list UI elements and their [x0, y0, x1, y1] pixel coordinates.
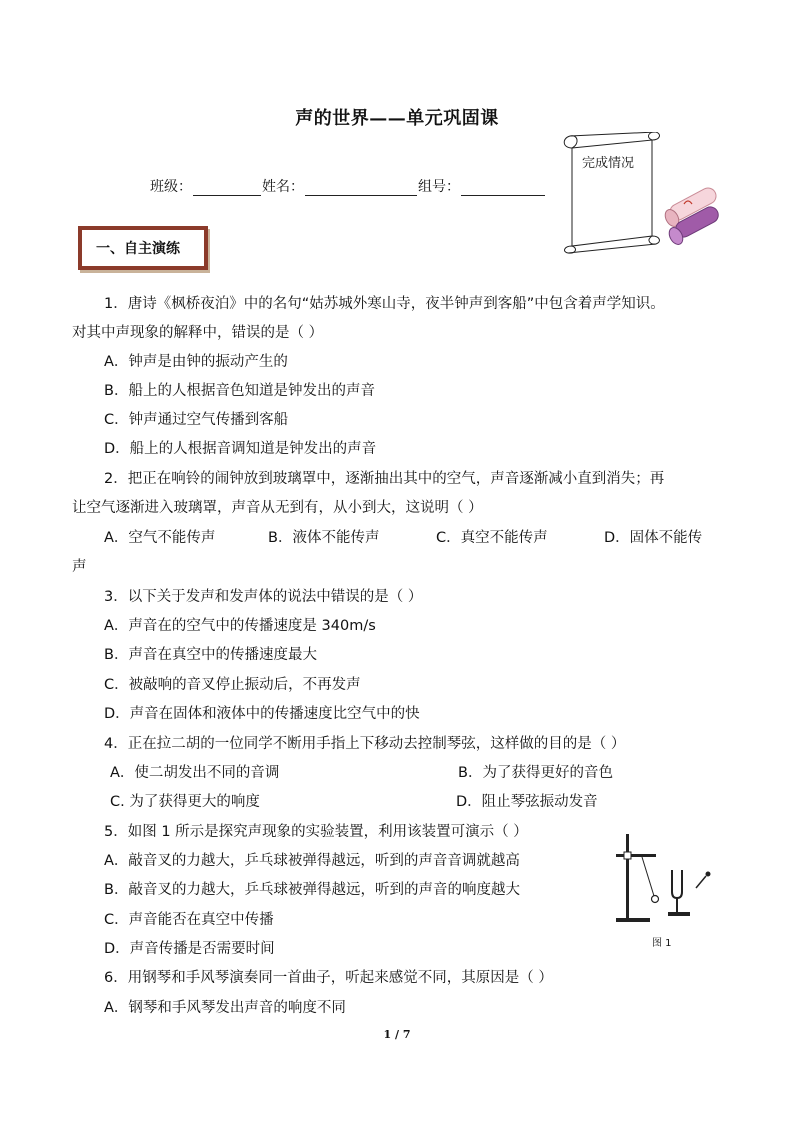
section-heading-box — [78, 226, 208, 270]
completion-status-label: 完成情况 — [582, 156, 635, 171]
question-2-option-a: A．空气不能传声 — [104, 530, 216, 546]
figure-caption: 图 1 — [652, 938, 672, 949]
question-6-line-1: 6．用钢琴和手风琴演奏同一首曲子，听起来感觉不同，其原因是（ ） — [104, 970, 553, 986]
question-4-option-d: D．阻止琴弦振动发音 — [456, 794, 598, 810]
question-3-option-b: B．声音在真空中的传播速度最大 — [104, 647, 317, 663]
question-3-option-c: C．被敲响的音叉停止振动后，不再发声 — [104, 677, 361, 693]
question-2-line-2: 让空气逐渐进入玻璃罩，声音从无到有，从小到大，这说明（ ） — [72, 500, 483, 516]
question-1-line-1: 1．唐诗《枫桥夜泊》中的名句“姑苏城外寒山寺，夜半钟声到客船”中包含着声学知识。 — [104, 296, 665, 312]
question-5-option-a: A．敲音叉的力越大，乒乓球被弹得越远，听到的声音音调就越高 — [104, 853, 520, 869]
scroll-icon — [556, 132, 726, 254]
question-1-line-2: 对其中声现象的解释中，错误的是（ ） — [72, 325, 324, 341]
question-1-option-b: B．船上的人根据音色知道是钟发出的声音 — [104, 383, 375, 399]
question-1-option-a: A．钟声是由钟的振动产生的 — [104, 354, 288, 370]
question-4-option-a: A．使二胡发出不同的音调 — [110, 765, 280, 781]
name-label: 姓名： — [262, 179, 304, 195]
class-blank — [193, 181, 261, 196]
question-1-option-c: C．钟声通过空气传播到客船 — [104, 412, 289, 428]
question-2-option-c: C．真空不能传声 — [436, 530, 548, 546]
student-info-line — [150, 176, 546, 196]
question-2-option-d-wrap: 声 — [72, 559, 87, 575]
question-4-line-1: 4．正在拉二胡的一位同学不断用手指上下移动去控制琴弦，这样做的目的是（ ） — [104, 736, 626, 752]
question-3-option-a: A．声音在的空气中的传播速度是 340m/s — [104, 618, 376, 634]
question-5-line-1: 5．如图 1 所示是探究声现象的实验装置，利用该装置可演示（ ） — [104, 824, 528, 840]
question-4-option-b: B．为了获得更好的音色 — [458, 765, 613, 781]
question-5-option-d: D．声音传播是否需要时间 — [104, 941, 275, 957]
group-label: 组号： — [418, 179, 460, 195]
question-2-option-b: B．液体不能传声 — [268, 530, 380, 546]
page-number: 1 / 7 — [383, 1028, 411, 1041]
question-2-option-d: D．固体不能传 — [604, 530, 703, 546]
question-4-option-c: C. 为了获得更大的响度 — [110, 794, 260, 810]
section-heading: 一、自主演练 — [82, 230, 204, 266]
question-2-line-1: 2．把正在响铃的闹钟放到玻璃罩中，逐渐抽出其中的空气，声音逐渐减小直到消失；再 — [104, 471, 665, 487]
rolled-diploma-icon — [662, 185, 721, 247]
question-1-option-d: D．船上的人根据音调知道是钟发出的声音 — [104, 441, 377, 457]
question-3-option-d: D．声音在固体和液体中的传播速度比空气中的快 — [104, 706, 420, 722]
question-5-option-b: B．敲音叉的力越大，乒乓球被弹得越远，听到的声音的响度越大 — [104, 882, 520, 898]
name-blank — [305, 181, 417, 196]
question-3-line-1: 3．以下关于发声和发声体的说法中错误的是（ ） — [104, 589, 423, 605]
tuning-fork-apparatus-figure — [610, 826, 720, 930]
question-5-option-c: C．声音能否在真空中传播 — [104, 912, 274, 928]
question-6-option-a: A．钢琴和手风琴发出声音的响度不同 — [104, 1000, 346, 1016]
class-label: 班级： — [150, 179, 192, 195]
group-blank — [461, 181, 545, 196]
page-title: 声的世界——单元巩固课 — [295, 108, 499, 129]
